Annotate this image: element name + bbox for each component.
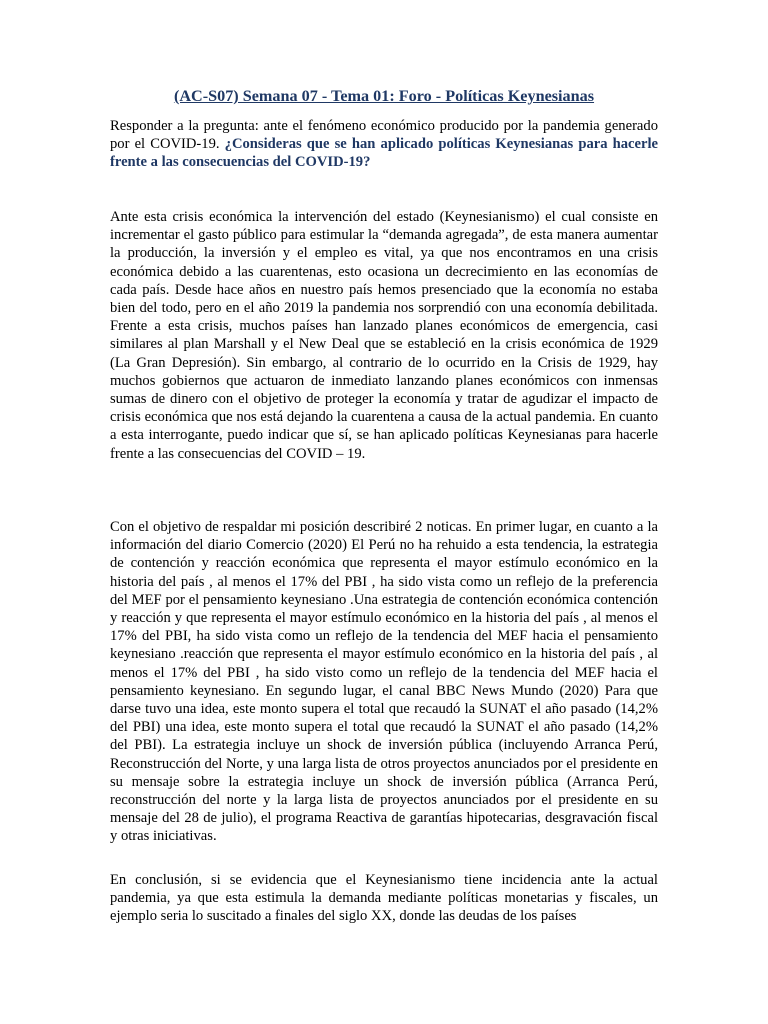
question-paragraph	[110, 117, 658, 172]
question-intro: Responder a la pregunta: ante el fenómeno económico producido por la pandemia generado por el COVID-19.	[110, 118, 658, 153]
body-paragraph-3: En conclusión, si se evidencia que el Keynesianismo tiene incidencia ante la actual pandemia, ya que esta estimula la demanda mediante políticas monetarias y fiscales, un ejemplo seria lo suscitado a finales del siglo XX, donde las deudas de los países	[110, 872, 658, 925]
question-bold: ¿Consideras que se han aplicado políticas Keynesianas para hacerle frente a las consecuencias del COVID-19?	[110, 136, 659, 171]
body-paragraph-1: Ante esta crisis económica la intervención del estado (Keynesianismo) el cual consiste en incrementar el gasto público para estimular la “demanda agregada”, de esta manera aumentar la producción, la inversión y el empleo es vital, ya que nos encontramos en una crisis económica debido a las cuarentenas, esto ocasiona un decrecimiento en las economías de cada país. Desde hace años en nuestro país hemos presenciado que la economía no estaba bien del todo, pero en el año 2019 la pandemia nos sorprendió con una economía debilitada. Frente a esta crisis, muchos países han lanzado planes económicos de emergencia, casi similares al plan Marshall y el New Deal que se estableció en la crisis económica de 1929 (La Gran Depresión). Sin embargo, al contrario de lo ocurrido en la Crisis de 1929, hay muchos gobiernos que actuaron de inmediato lanzando planes económicos con inmensas sumas de dinero con el objetivo de proteger la economía y tratar de agudizar el impacto de crisis económica que nos está dejando la cuarentena a causa de la actual pandemia. En cuanto a esta interrogante, puedo indicar que sí, se han aplicado políticas Keynesianas para hacerle frente a las consecuencias del COVID – 19.	[110, 209, 658, 462]
body-paragraph-2: Con el objetivo de respaldar mi posición describiré 2 noticas. En primer lugar, en cuanto a la información del diario Comercio (2020) El Perú no ha rehuido a esta tendencia, la estrategia de contención y reacción económica que representa el mayor estímulo económico en la historia del país , al menos el 17% del PBI , ha sido vista como un reflejo de la preferencia del MEF por el pensamiento keynesiano .Una estrategia de contención económica contención y reacción y que representa el mayor estímulo económico en la historia del país , al menos el 17% del PBI, ha sido vista como un reflejo de la tendencia del MEF hacia el pensamiento keynesiano .reacción que representa el mayor estímulo económico en la historia del país , al menos el 17% del PBI , ha sido visto como un reflejo de la tendencia del MEF hacia el pensamiento keynesiano. En segundo lugar, el canal BBC News Mundo (2020) Para que darse tuvo una idea, este monto supera el total que recaudó la SUNAT el año pasado (14,2% del PBI) una idea, este monto supera el total que recaudó la SUNAT el año pasado (14,2% del PBI). La estrategia incluye un shock de inversión pública (incluyendo Arranca Perú, Reconstrucción del Norte, y una larga lista de otros proyectos anunciados por el presidente en su mensaje sobre la estrategia incluye un shock de inversión pública (Arranca Perú, reconstrucción del norte y la larga lista de proyectos anunciados por el presidente en su mensaje del 28 de julio), el programa Reactiva de garantías hipotecarias, desgravación fiscal y otras iniciativas.	[110, 519, 658, 845]
document-title: (AC-S07) Semana 07 - Tema 01: Foro - Políticas Keynesianas	[173, 87, 595, 105]
